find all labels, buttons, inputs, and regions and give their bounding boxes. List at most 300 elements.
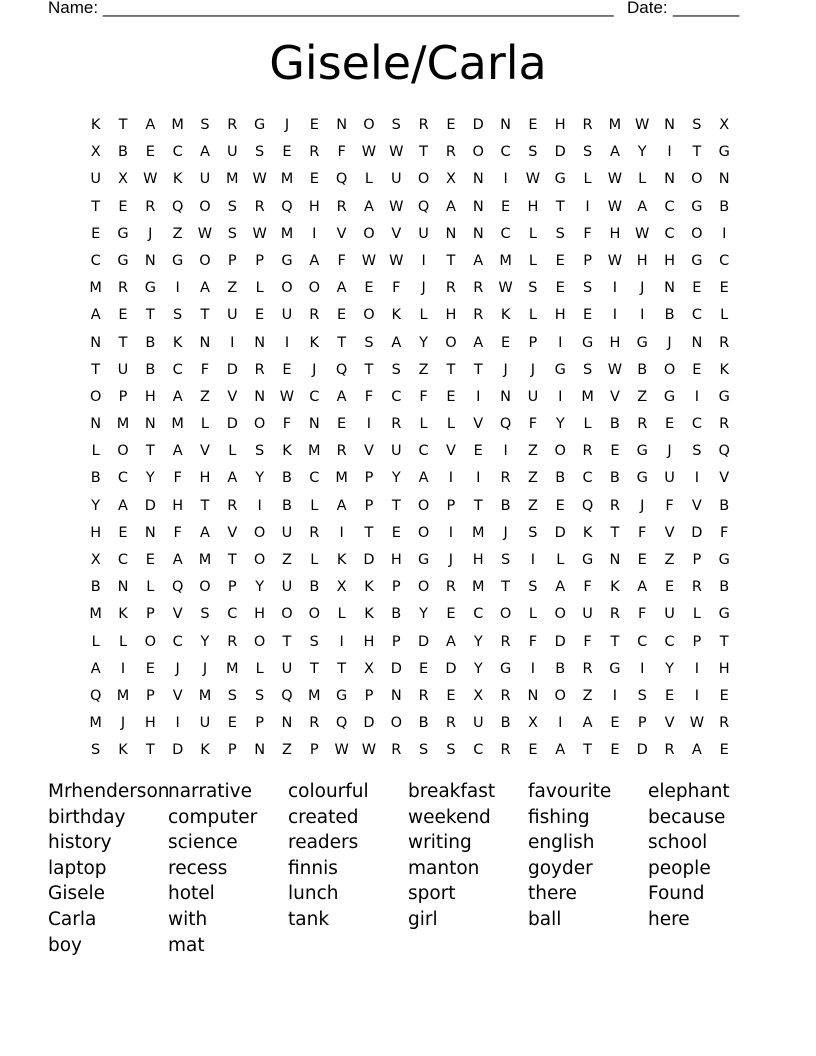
grid-letter: L — [91, 443, 100, 460]
grid-letter: I — [722, 225, 727, 242]
grid-letter: C — [172, 633, 183, 650]
grid-letter: K — [172, 171, 183, 188]
grid-letter: A — [418, 470, 429, 487]
header — [48, 0, 748, 20]
grid-letter: U — [527, 388, 539, 405]
grid-letter: F — [638, 524, 647, 541]
grid-letter: G — [691, 252, 703, 269]
grid-letter: V — [664, 715, 675, 732]
grid-letter: L — [528, 307, 537, 324]
grid-letter: E — [282, 361, 292, 378]
grid-letter: I — [476, 470, 481, 487]
grid-letter: F — [638, 606, 647, 623]
grid-letter: D — [226, 416, 238, 433]
grid-letter: R — [227, 497, 238, 514]
grid-letter: V — [172, 687, 183, 704]
name-line: ______________________________________________________ — [103, 0, 614, 17]
grid-letter: T — [501, 579, 511, 596]
grid-letter: B — [609, 470, 620, 487]
grid-letter: R — [227, 633, 238, 650]
grid-letter: R — [473, 307, 484, 324]
grid-letter: H — [390, 552, 402, 568]
grid-letter: P — [227, 252, 237, 269]
grid-letter: T — [473, 361, 483, 378]
grid-letter: P — [391, 633, 401, 650]
grid-row — [82, 629, 738, 656]
grid-letter: Z — [664, 552, 675, 568]
grid-letter: R — [609, 606, 620, 623]
grid-letter: L — [364, 171, 373, 188]
grid-letter: W — [389, 144, 404, 161]
grid-letter: A — [555, 742, 566, 759]
grid-letter: I — [120, 660, 126, 677]
grid-letter: U — [281, 579, 293, 596]
grid-letter: S — [227, 687, 237, 704]
grid-letter: P — [446, 497, 456, 514]
grid-letter: D — [144, 497, 156, 514]
grid-letter: J — [421, 280, 426, 297]
page-title: Gisele/Carla — [269, 36, 547, 90]
grid-letter: I — [257, 497, 262, 514]
grid-letter: N — [691, 334, 703, 351]
grid-letter: F — [665, 497, 674, 514]
grid-letter: F — [528, 633, 538, 650]
grid-letter: Z — [527, 470, 538, 487]
grid-letter: F — [282, 416, 292, 433]
grid-letter: V — [691, 497, 702, 514]
grid-letter: F — [200, 361, 210, 378]
grid-letter: B — [555, 470, 566, 487]
grid-letter: I — [284, 334, 290, 351]
grid-letter: J — [503, 524, 508, 541]
grid-letter: A — [473, 334, 484, 351]
grid-letter: L — [528, 606, 537, 623]
grid-letter: S — [500, 552, 511, 568]
grid-letter: A — [609, 144, 620, 161]
grid-letter: R — [227, 117, 238, 133]
grid-letter: T — [446, 361, 456, 378]
grid-letter: N — [144, 252, 156, 269]
grid-letter: E — [501, 198, 511, 215]
grid-letter: J — [667, 443, 672, 460]
grid-letter: B — [90, 579, 101, 596]
grid-letter: D — [691, 524, 703, 541]
grid-letter: X — [527, 715, 538, 732]
grid-letter: I — [503, 171, 508, 188]
grid-letter: N — [390, 687, 402, 704]
grid-letter: W — [635, 117, 650, 133]
grid-letter: W — [498, 280, 513, 297]
grid-letter: O — [472, 144, 484, 161]
word-bank-item: Found — [648, 883, 705, 905]
grid-letter: Z — [527, 497, 538, 514]
grid-letter: T — [309, 660, 319, 677]
grid-row — [82, 656, 738, 683]
grid-letter: B — [281, 470, 292, 487]
grid-letter: H — [363, 633, 375, 650]
grid-letter: P — [637, 715, 647, 732]
grid-letter: I — [667, 144, 672, 161]
grid-row — [82, 166, 738, 193]
grid-letter: R — [582, 117, 593, 133]
grid-letter: N — [144, 524, 156, 541]
grid-letter: L — [146, 579, 155, 596]
grid-letter: I — [558, 388, 563, 405]
grid-letter: H — [445, 307, 457, 324]
grid-letter: V — [336, 225, 347, 242]
grid-letter: I — [339, 524, 344, 541]
grid-letter: E — [473, 443, 483, 460]
grid-letter: Z — [637, 388, 648, 405]
grid-letter: W — [389, 198, 404, 215]
grid-letter: L — [200, 416, 210, 433]
grid-letter: J — [202, 660, 208, 677]
grid-letter: G — [636, 470, 648, 487]
grid-letter: S — [91, 742, 101, 759]
grid-row — [82, 547, 738, 574]
grid-letter: L — [419, 307, 428, 324]
grid-letter: I — [585, 198, 590, 215]
grid-letter: O — [281, 606, 293, 623]
grid-letter: E — [610, 715, 620, 732]
grid-letter: H — [554, 307, 566, 324]
grid-letter: M — [472, 524, 485, 541]
grid-letter: O — [117, 443, 129, 460]
grid-letter: O — [253, 524, 266, 541]
grid-letter: B — [500, 715, 511, 732]
grid-letter: E — [528, 742, 538, 759]
grid-letter: U — [90, 171, 101, 188]
word-bank-item: laptop — [48, 857, 107, 879]
grid-letter: S — [200, 606, 210, 623]
grid-letter: R — [500, 742, 511, 759]
grid-letter: I — [612, 307, 618, 324]
grid-letter: O — [253, 416, 266, 433]
grid-letter: O — [390, 715, 402, 732]
grid-letter: C — [473, 606, 484, 623]
grid-letter: U — [281, 660, 293, 677]
grid-letter: C — [500, 144, 511, 161]
grid-letter: N — [117, 579, 129, 596]
grid-letter: L — [556, 552, 565, 568]
grid-letter: C — [172, 144, 183, 161]
grid-letter: L — [528, 252, 537, 269]
grid-letter: U — [281, 524, 293, 541]
word-column — [528, 779, 648, 933]
grid-letter: R — [309, 307, 320, 324]
grid-letter: F — [419, 388, 428, 405]
grid-letter: L — [255, 280, 264, 297]
grid-letter: V — [609, 388, 620, 405]
grid-letter: T — [364, 524, 374, 541]
grid-letter: S — [255, 443, 265, 460]
grid-letter: Q — [417, 198, 430, 215]
grid-row — [82, 248, 738, 275]
grid-letter: P — [227, 742, 237, 759]
grid-letter: I — [503, 443, 508, 460]
grid-letter: I — [175, 715, 180, 732]
grid-letter: E — [528, 117, 538, 133]
grid-letter: X — [473, 687, 484, 704]
grid-letter: M — [308, 687, 321, 704]
grid-letter: O — [89, 388, 102, 405]
grid-letter: F — [173, 524, 182, 541]
grid-letter: Y — [665, 660, 674, 677]
word-bank-item: Gisele — [48, 883, 106, 905]
grid-letter: T — [337, 660, 347, 677]
grid-letter: R — [445, 280, 456, 297]
grid-letter: M — [308, 443, 321, 460]
grid-letter: M — [89, 280, 102, 297]
grid-letter: G — [254, 117, 266, 133]
grid-row — [82, 112, 738, 139]
grid-letter: E — [446, 117, 456, 133]
word-bank-item: Mrhenderson — [48, 781, 170, 802]
grid-letter: Z — [418, 361, 429, 378]
grid-letter: I — [558, 334, 563, 351]
grid-letter: C — [391, 388, 402, 405]
grid-letter: A — [172, 443, 183, 460]
grid-letter: C — [582, 470, 593, 487]
grid-letter: L — [638, 171, 647, 188]
grid-letter: I — [366, 416, 372, 433]
grid-letter: W — [252, 225, 267, 242]
grid-letter: U — [117, 361, 129, 378]
word-bank-item: fishing — [528, 806, 590, 828]
grid-letter: R — [609, 497, 620, 514]
grid-letter: P — [309, 742, 319, 759]
grid-letter: G — [691, 198, 703, 215]
grid-letter: N — [254, 334, 266, 351]
grid-letter: L — [310, 552, 319, 568]
grid-letter: K — [500, 307, 511, 324]
grid-letter: E — [719, 280, 729, 297]
grid-letter: T — [583, 742, 592, 759]
grid-letter: W — [607, 171, 623, 188]
grid-row — [82, 411, 738, 438]
grid-letter: E — [719, 687, 729, 704]
grid-letter: A — [200, 144, 210, 161]
grid-letter: I — [230, 334, 235, 351]
grid-letter: F — [337, 252, 346, 269]
grid-letter: P — [145, 687, 155, 704]
grid-row — [82, 710, 738, 737]
grid-letter: Z — [281, 742, 292, 759]
word-bank-item: finnis — [288, 857, 338, 879]
grid-row — [82, 330, 738, 357]
grid-letter: I — [175, 280, 180, 297]
grid-letter: B — [719, 579, 730, 596]
grid-letter: L — [446, 416, 455, 433]
grid-letter: S — [200, 117, 210, 133]
grid-letter: N — [336, 117, 348, 133]
word-bank-item: manton — [408, 857, 480, 879]
grid-letter: J — [667, 334, 672, 351]
grid-letter: Y — [255, 579, 265, 596]
grid-letter: H — [144, 715, 156, 732]
word-column — [648, 779, 768, 933]
grid-letter: E — [555, 252, 565, 269]
word-bank-item: sport — [408, 883, 456, 905]
grid-letter: P — [528, 334, 538, 351]
grid-letter: P — [364, 470, 374, 487]
grid-letter: E — [610, 443, 620, 460]
grid-letter: K — [719, 361, 729, 378]
grid-letter: D — [418, 633, 430, 650]
grid-letter: U — [226, 307, 238, 324]
grid-letter: N — [664, 117, 675, 133]
grid-letter: N — [500, 117, 512, 133]
grid-letter: E — [582, 307, 593, 324]
grid-letter: E — [664, 579, 675, 596]
grid-letter: V — [200, 443, 210, 460]
grid-letter: S — [692, 117, 702, 133]
grid-letter: W — [197, 225, 213, 242]
grid-letter: B — [309, 579, 320, 596]
grid-letter: I — [530, 552, 536, 568]
grid-row — [82, 493, 738, 520]
grid-letter: U — [199, 715, 211, 732]
grid-letter: T — [555, 198, 565, 215]
grid-letter: S — [692, 443, 702, 460]
date-line: _______ — [673, 0, 740, 17]
grid-letter: S — [528, 280, 538, 297]
grid-letter: O — [199, 252, 211, 269]
grid-letter: A — [336, 497, 347, 514]
grid-letter: C — [473, 742, 484, 759]
grid-letter: S — [582, 361, 593, 378]
grid-letter: H — [308, 198, 320, 215]
grid-letter: C — [691, 307, 702, 324]
grid-letter: N — [527, 687, 539, 704]
grid-letter: U — [199, 171, 211, 188]
grid-letter: V — [363, 443, 374, 460]
grid-letter: M — [171, 416, 184, 433]
grid-letter: V — [227, 524, 238, 541]
grid-letter: O — [363, 225, 375, 242]
grid-row — [82, 520, 738, 547]
grid-letter: X — [118, 171, 128, 188]
grid-letter: X — [90, 552, 101, 568]
grid-letter: G — [609, 660, 621, 677]
grid-letter: G — [718, 388, 730, 405]
word-bank-item: goyder — [528, 857, 593, 879]
grid-letter: E — [446, 606, 456, 623]
grid-letter: M — [198, 552, 212, 568]
grid-letter: L — [720, 307, 729, 324]
grid-letter: S — [637, 687, 647, 704]
grid-letter: A — [118, 497, 128, 514]
grid-letter: K — [391, 307, 402, 324]
grid-letter: G — [554, 171, 566, 188]
grid-letter: H — [718, 660, 730, 677]
word-bank-item: breakfast — [408, 781, 496, 802]
grid-letter: B — [418, 715, 429, 732]
grid-letter: Y — [473, 660, 483, 677]
grid-row — [82, 139, 738, 166]
grid-letter: Q — [718, 443, 730, 460]
grid-letter: W — [361, 144, 377, 161]
grid-letter: H — [609, 334, 621, 351]
grid-letter: T — [719, 633, 729, 650]
grid-letter: S — [391, 361, 401, 378]
name-label: Name: — [48, 0, 99, 17]
grid-letter: N — [144, 416, 156, 433]
grid-letter: R — [418, 687, 429, 704]
grid-letter: R — [391, 742, 402, 759]
grid-letter: X — [336, 579, 347, 596]
grid-letter: N — [90, 334, 102, 351]
grid-letter: G — [636, 334, 648, 351]
grid-letter: B — [145, 361, 156, 378]
grid-letter: T — [145, 307, 155, 324]
grid-letter: R — [500, 633, 511, 650]
grid-letter: G — [636, 443, 648, 460]
grid-letter: D — [172, 742, 184, 759]
grid-letter: G — [117, 225, 129, 242]
grid-letter: R — [445, 579, 456, 596]
grid-letter: C — [172, 361, 183, 378]
grid-letter: O — [199, 198, 211, 215]
grid-letter: O — [691, 171, 703, 188]
grid-letter: P — [364, 497, 374, 514]
grid-letter: W — [279, 388, 295, 405]
letter-grid — [82, 112, 738, 765]
grid-letter: Q — [171, 198, 184, 215]
word-bank-item: recess — [168, 857, 228, 879]
grid-row — [82, 465, 738, 492]
grid-letter: B — [637, 361, 648, 378]
grid-letter: D — [363, 552, 375, 568]
word-bank-item: created — [288, 806, 359, 828]
grid-letter: L — [118, 633, 128, 650]
grid-letter: U — [226, 144, 238, 161]
grid-letter: R — [336, 198, 347, 215]
grid-letter: B — [555, 660, 566, 677]
grid-letter: P — [692, 633, 702, 650]
grid-letter: T — [91, 361, 101, 378]
grid-letter: E — [664, 687, 675, 704]
grid-letter: E — [555, 280, 565, 297]
grid-letter: H — [472, 552, 484, 568]
grid-letter: E — [719, 742, 729, 759]
grid-letter: C — [309, 470, 320, 487]
grid-letter: C — [117, 470, 129, 487]
grid-letter: R — [254, 198, 265, 215]
grid-letter: T — [200, 307, 210, 324]
grid-letter: S — [528, 144, 538, 161]
grid-letter: I — [530, 660, 536, 677]
grid-letter: R — [145, 198, 156, 215]
grid-letter: O — [144, 633, 157, 650]
grid-letter: T — [692, 144, 702, 161]
grid-letter: H — [636, 252, 648, 269]
grid-letter: G — [499, 660, 512, 677]
grid-letter: A — [445, 633, 456, 650]
grid-letter: B — [145, 334, 156, 351]
grid-letter: J — [120, 715, 126, 732]
grid-letter: G — [718, 606, 730, 623]
grid-letter: F — [364, 388, 374, 405]
grid-letter: H — [554, 117, 566, 133]
grid-letter: I — [339, 633, 344, 650]
grid-letter: I — [476, 388, 481, 405]
grid-letter: Z — [281, 552, 292, 568]
word-bank-item: hotel — [168, 883, 215, 905]
grid-letter: O — [253, 552, 266, 568]
grid-letter: N — [609, 552, 621, 568]
grid-letter: S — [391, 117, 401, 133]
